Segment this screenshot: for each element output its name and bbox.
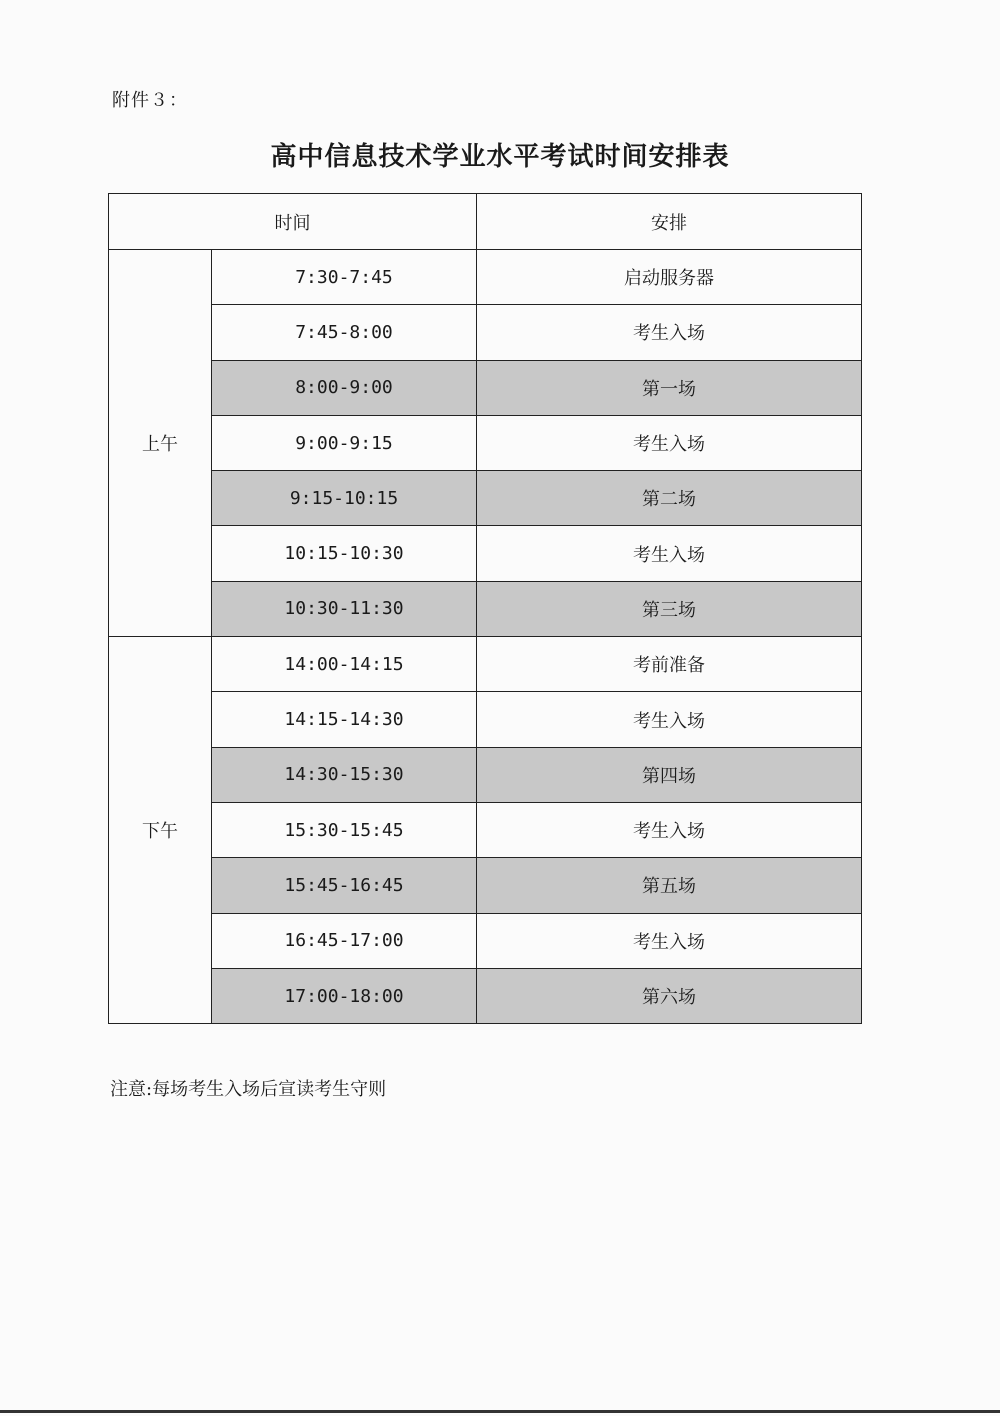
table-row <box>109 747 862 802</box>
schedule-body <box>109 250 862 1024</box>
activity-cell: 第六场 <box>477 968 862 1023</box>
time-cell: 14:15-14:30 <box>212 692 477 747</box>
activity-cell: 考生入场 <box>477 802 862 857</box>
period-label: 下午 <box>109 637 212 1024</box>
table-row <box>109 250 862 305</box>
table-row <box>109 471 862 526</box>
table-row <box>109 968 862 1023</box>
time-cell: 15:45-16:45 <box>212 858 477 913</box>
table-row <box>109 360 862 415</box>
table-row <box>109 581 862 636</box>
activity-cell: 考生入场 <box>477 305 862 360</box>
time-cell: 14:30-15:30 <box>212 747 477 802</box>
header-time: 时间 <box>109 194 477 250</box>
activity-cell: 第四场 <box>477 747 862 802</box>
header-arrangement: 安排 <box>477 194 862 250</box>
table-row <box>109 526 862 581</box>
table-row <box>109 802 862 857</box>
time-cell: 10:30-11:30 <box>212 581 477 636</box>
activity-cell: 考生入场 <box>477 526 862 581</box>
table-row <box>109 305 862 360</box>
time-cell: 15:30-15:45 <box>212 802 477 857</box>
activity-cell: 第三场 <box>477 581 862 636</box>
page-title: 高中信息技术学业水平考试时间安排表 <box>270 142 730 172</box>
time-cell: 14:00-14:15 <box>212 637 477 692</box>
schedule-table <box>108 193 862 1024</box>
activity-cell: 考前准备 <box>477 637 862 692</box>
activity-cell: 考生入场 <box>477 913 862 968</box>
activity-cell: 第二场 <box>477 471 862 526</box>
activity-cell: 第五场 <box>477 858 862 913</box>
activity-cell: 考生入场 <box>477 692 862 747</box>
table-row <box>109 913 862 968</box>
time-cell: 16:45-17:00 <box>212 913 477 968</box>
period-label: 上午 <box>109 250 212 637</box>
table-header-row <box>109 194 862 250</box>
activity-cell: 启动服务器 <box>477 250 862 305</box>
table-row <box>109 858 862 913</box>
table-row <box>109 692 862 747</box>
time-cell: 8:00-9:00 <box>212 360 477 415</box>
time-cell: 17:00-18:00 <box>212 968 477 1023</box>
table-row <box>109 415 862 470</box>
time-cell: 9:15-10:15 <box>212 471 477 526</box>
activity-cell: 第一场 <box>477 360 862 415</box>
time-cell: 7:45-8:00 <box>212 305 477 360</box>
attachment-label: 附件３： <box>112 90 188 111</box>
time-cell: 9:00-9:15 <box>212 415 477 470</box>
time-cell: 7:30-7:45 <box>212 250 477 305</box>
page-bottom-border <box>0 1410 1000 1413</box>
activity-cell: 考生入场 <box>477 415 862 470</box>
time-cell: 10:15-10:30 <box>212 526 477 581</box>
table-row <box>109 637 862 692</box>
footnote: 注意:每场考生入场后宣读考生守则 <box>110 1079 387 1100</box>
